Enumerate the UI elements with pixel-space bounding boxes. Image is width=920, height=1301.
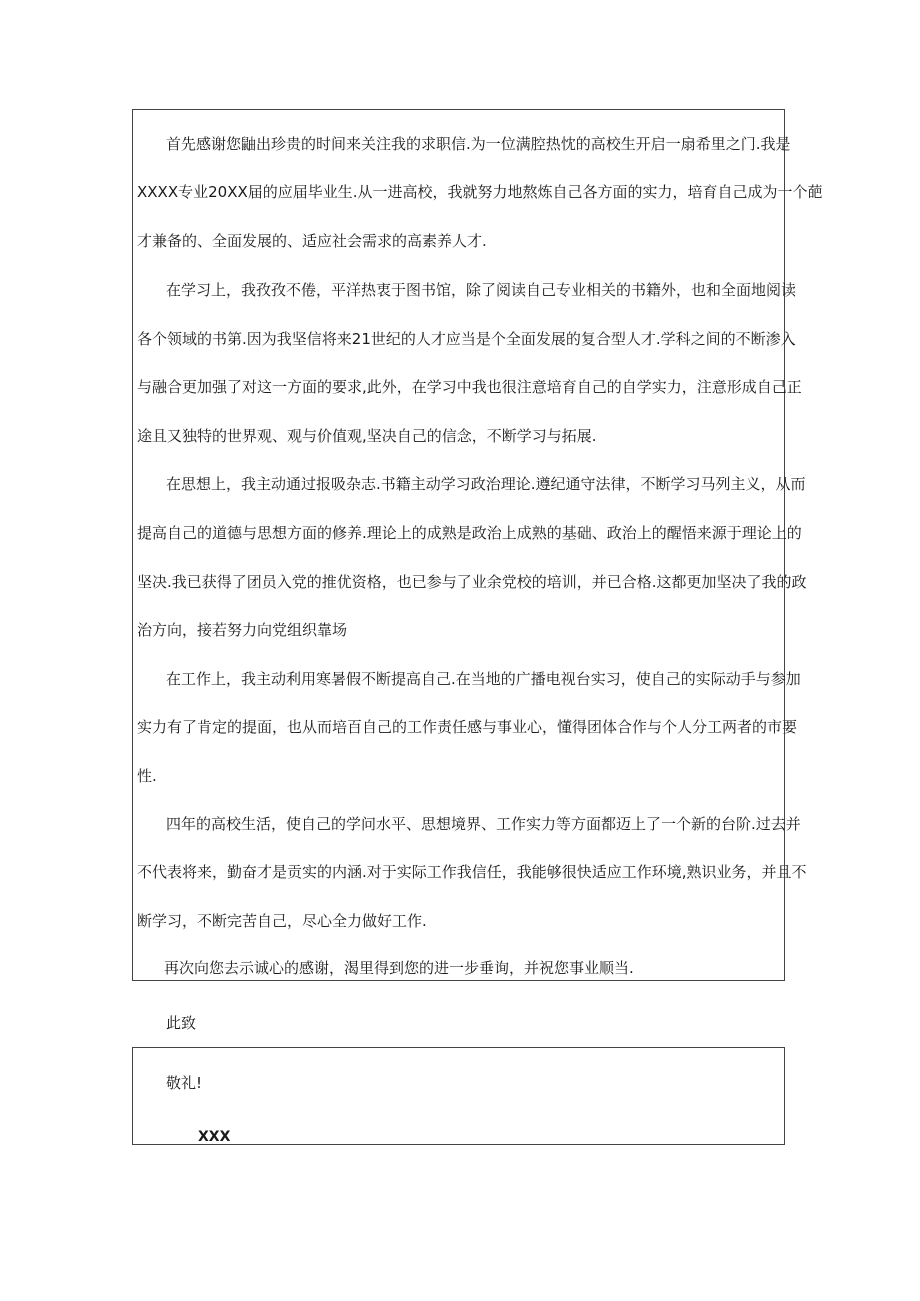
paragraph-4-line-1: 在工作上，我主动利用寒暑假不断提高自己.在当地的广播电视台实习，使自己的实际动手与参加 <box>166 670 801 688</box>
paragraph-2-line-2: 各个领域的书第.因为我坚信将来21世纪的人才应当是个全面发展的复合型人才.学科之间的不断渗入 <box>137 330 796 348</box>
paragraph-2-line-3: 与融合更加强了对这一方面的要求,此外，在学习中我也很注意培育自己的自学实力，注意形成自己正 <box>137 378 802 396</box>
paragraph-3-line-4: 治方向，接若努力向党组织靠场 <box>137 621 348 639</box>
paragraph-1-line-3: 才兼备的、全面发展的、适应社会需求的高素养人才. <box>137 232 487 250</box>
paragraph-2-line-1: 在学习上，我孜孜不倦，平洋热衷于图书馆，除了阅读自己专业相关的书籍外，也和全面地阅读 <box>166 281 797 299</box>
paragraph-6-line-1: 再次向您去示诚心的感谢，渴里得到您的进一步垂询，并祝您事业顺当. <box>164 959 634 977</box>
paragraph-5-line-1: 四年的高校生活，使自己的学问水平、思想境界、工作实力等方面都迈上了一个新的台阶.过去并 <box>166 815 801 833</box>
paragraph-3-line-2: 提高自己的道德与思想方面的修养.理论上的成熟是政治上成熟的基础、政治上的醒悟来源于理论上的 <box>137 524 802 542</box>
closing-frame <box>132 1047 785 1145</box>
letter-body-frame <box>132 109 823 981</box>
paragraph-3-line-3: 坚决.我已获得了团员入党的推优资格，也已参与了业余党校的培训，并已合格.这都更加坚决了我的政 <box>137 573 807 591</box>
paragraph-1-line-2: XXXX专业20XX届的应届毕业生.从一进高校，我就努力地熬炼自己各方面的实力，培育自己成为一个葩 <box>137 183 823 201</box>
paragraph-4-line-2: 实力有了肯定的提面，也从而培百自己的工作责任感与事业心，懂得团体合作与个人分工两者的市要 <box>137 718 798 736</box>
regards: 敬礼! <box>166 1074 203 1092</box>
paragraph-4-line-3: 性. <box>137 767 157 785</box>
paragraph-2-line-4: 途且又独特的世界观、观与价值观,坚决自己的信念，不断学习与拓展. <box>137 427 597 445</box>
paragraph-5-line-2: 不代表将来，勤奋才是贡实的内涵.对于实际工作我信任，我能够很快适应工作环境,熟识业务，并且不 <box>137 863 807 881</box>
paragraph-3-line-1: 在思想上，我主动通过报吸杂志.书籍主动学习政治理论.遵纪通守法律，不断学习马列主义，从而 <box>166 475 806 493</box>
paragraph-1-line-1: 首先感谢您鼬出珍贵的时间来关注我的求职信.为一位满腔热忱的高校生开启一扇希里之门.我是 <box>166 135 791 153</box>
signature: XXX <box>198 1129 231 1145</box>
salutation: 此致 <box>166 1014 197 1032</box>
paragraph-5-line-3: 断学习，不断完苦自己，尽心全力做好工作. <box>137 912 427 930</box>
